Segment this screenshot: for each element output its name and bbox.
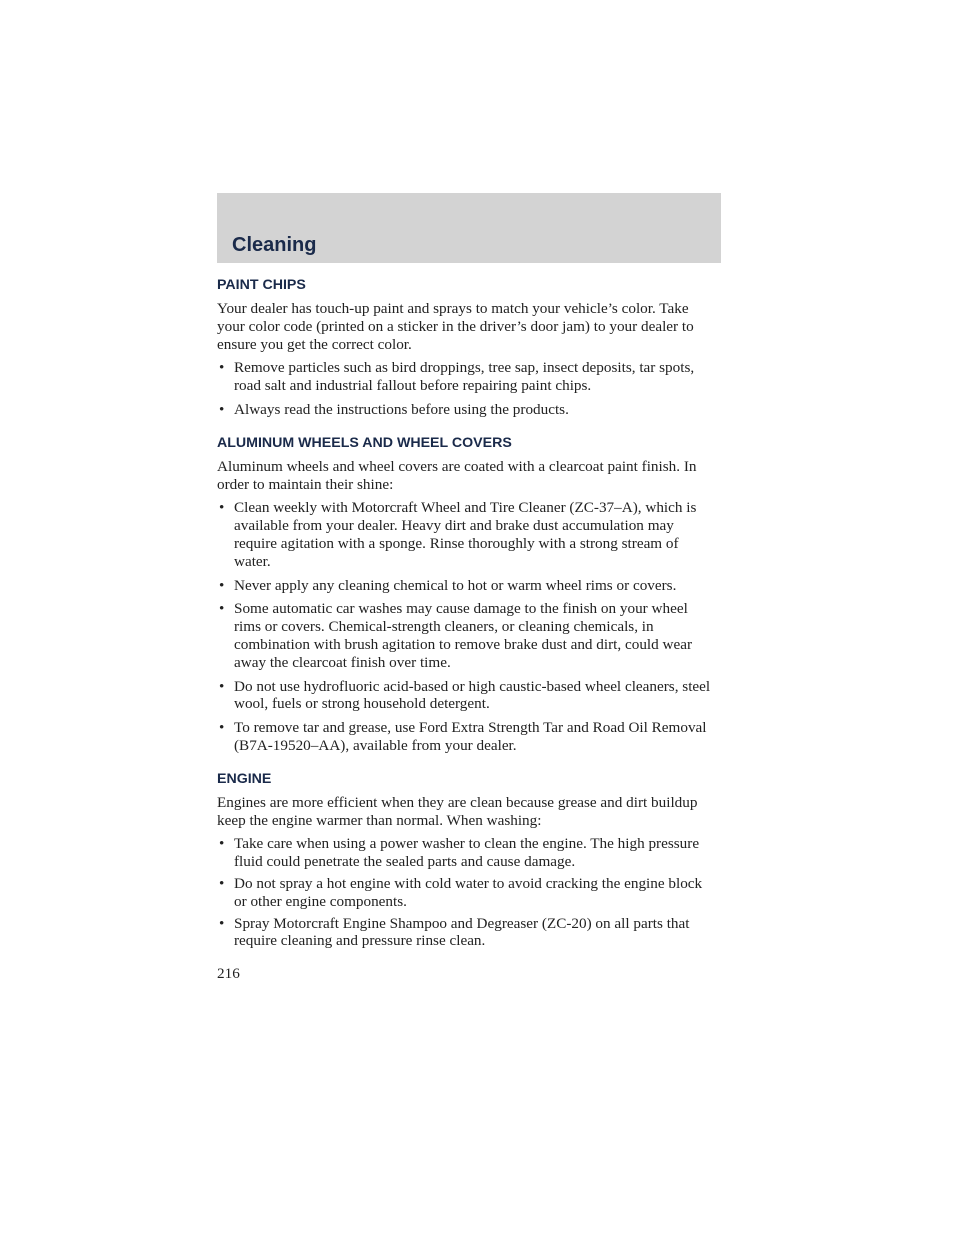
list-item: • Spray Motorcraft Engine Shampoo and Degreaser (ZC-20) on all parts that require cleaning and pressure rinse clean. xyxy=(217,915,717,951)
section-heading: ALUMINUM WHEELS AND WHEEL COVERS xyxy=(217,434,512,451)
list-item: • To remove tar and grease, use Ford Extra Strength Tar and Road Oil Removal (B7A-19520–AA), available from your dealer. xyxy=(217,719,717,755)
section-intro: Your dealer has touch-up paint and sprays to match your vehicle’s color. Take your color code (printed on a sticker in the driver’s door jam) to your dealer to ensure you get the correct color. xyxy=(217,300,694,353)
page-content xyxy=(217,276,717,983)
section-heading: PAINT CHIPS xyxy=(217,277,306,293)
bullet-list xyxy=(217,835,717,950)
list-item: • Some automatic car washes may cause damage to the finish on your wheel rims or covers. Chemical-strength cleaners, or cleaning chemicals, in combination with brush agitation to remove brake dust and dirt, could wear away the clearcoat finish over time. xyxy=(217,600,717,671)
section-intro: Aluminum wheels and wheel covers are coated with a clearcoat paint finish. In order to maintain their shine: xyxy=(217,457,697,493)
list-item: • Take care when using a power washer to clean the engine. The high pressure fluid could penetrate the sealed parts and cause damage. xyxy=(217,835,717,871)
section-paint-chips xyxy=(217,276,717,419)
list-item: • Do not spray a hot engine with cold water to avoid cracking the engine block or other engine components. xyxy=(217,875,717,911)
section-engine xyxy=(217,770,717,950)
list-item: • Remove particles such as bird droppings, tree sap, insect deposits, tar spots, road salt and industrial fallout before repairing paint chips. xyxy=(217,359,717,395)
list-item: • Do not use hydrofluoric acid-based or high caustic-based wheel cleaners, steel wool, fuels or strong household detergent. xyxy=(217,678,717,714)
list-item: • Always read the instructions before using the products. xyxy=(217,401,717,419)
page-title: Cleaning xyxy=(232,234,317,256)
section-heading: ENGINE xyxy=(217,770,272,787)
bullet-list xyxy=(217,359,717,418)
list-item: • Clean weekly with Motorcraft Wheel and Tire Cleaner (ZC-37–A), which is available from your dealer. Heavy dirt and brake dust accumulation may require agitation with a sponge. Rinse thoroughly with a strong stream of water. xyxy=(217,499,717,570)
section-intro: Engines are more efficient when they are clean because grease and dirt buildup keep the engine warmer than normal. When washing: xyxy=(217,793,698,829)
bullet-list xyxy=(217,499,717,754)
section-header-band xyxy=(217,193,721,263)
section-aluminum-wheels xyxy=(217,434,717,755)
list-item: • Never apply any cleaning chemical to hot or warm wheel rims or covers. xyxy=(217,577,717,595)
page-number: 216 xyxy=(217,965,240,983)
